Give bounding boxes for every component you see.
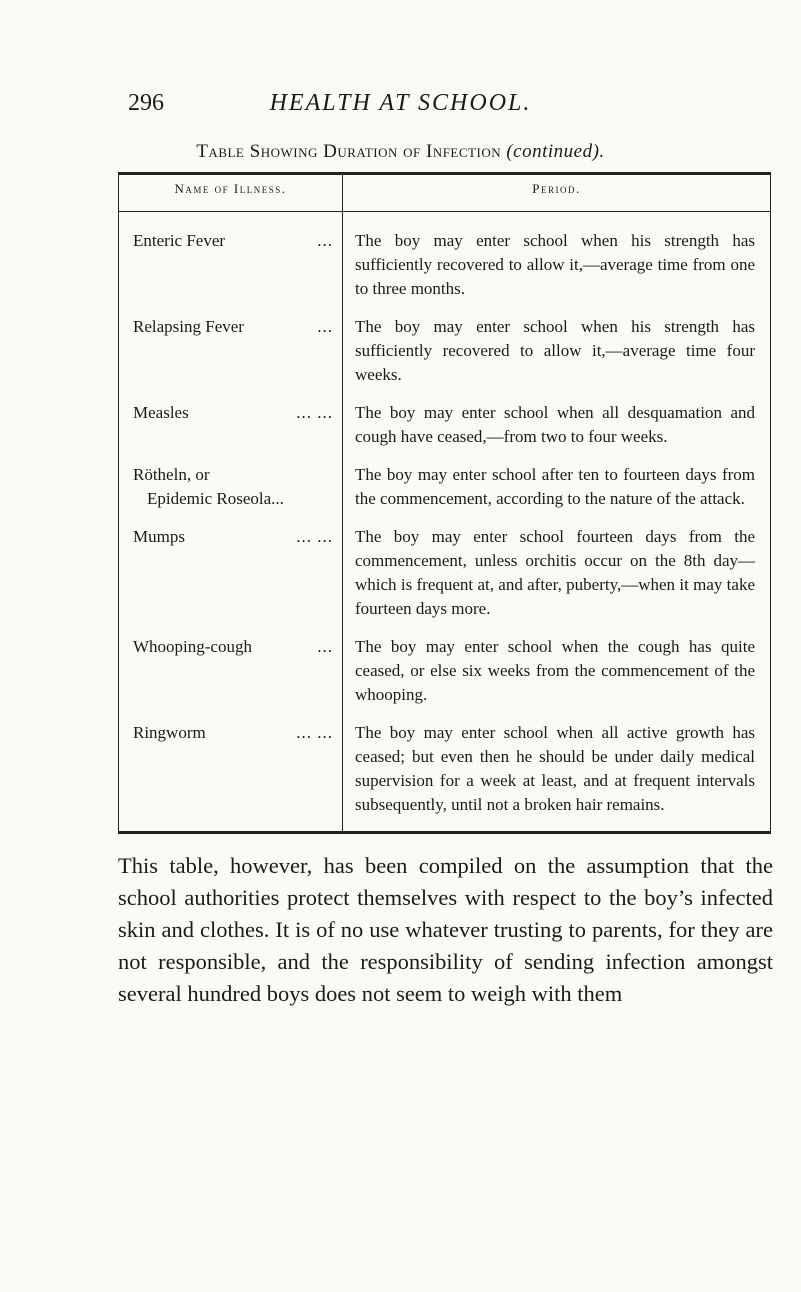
table-title <box>0 141 801 163</box>
illness-period: The boy may enter school when all desquamation and cough have ceased,—from two to four weeks. <box>355 403 755 446</box>
table-title-continued: (continued). <box>506 141 605 162</box>
header-rule <box>119 211 770 212</box>
column-header-period: Period. <box>532 181 581 196</box>
running-head: HEALTH AT SCHOOL. <box>269 90 532 116</box>
column-divider <box>342 175 343 831</box>
page-header <box>0 90 801 120</box>
illness-period: The boy may enter school after ten to fourteen days from the commencement, according to the nature of the attack. <box>355 465 755 508</box>
illness-period: The boy may enter school when his strength has sufficiently recovered to allow it,—average time four weeks. <box>355 317 755 384</box>
duration-table <box>118 172 771 834</box>
illness-name: Rötheln, or Epidemic Roseola... <box>133 465 284 508</box>
illness-period: The boy may enter school when the cough has quite ceased, or else six weeks from the commencement of the whooping. <box>355 637 755 704</box>
illness-name: Measles ... ... <box>133 403 333 422</box>
illness-period: The boy may enter school when his strength has sufficiently recovered to allow it,—average time from one to three months. <box>355 231 755 298</box>
body-paragraph: This table, however, has been compiled on the assumption that the school authorities protect themselves with respect to the boy’s infected skin and clothes. It is of no use whatever trusting to parents, for they are not responsible, and the responsibility of sending infection amongst several hundred boys does not seem to weigh with them <box>118 853 773 1006</box>
illness-name: Mumps ... ... <box>133 527 333 546</box>
illness-name: Enteric Fever ... <box>133 231 333 250</box>
illness-name: Ringworm ... ... <box>133 723 333 742</box>
illness-name: Relapsing Fever ... <box>133 317 333 336</box>
table-title-main: Table Showing Duration of Infection <box>196 141 502 162</box>
illness-name: Whooping-cough ... <box>133 637 333 656</box>
column-header-name: Name of Illness. <box>174 181 287 196</box>
illness-period: The boy may enter school when all active growth has ceased; but even then he should be under daily medical supervision for a week at least, and at frequent intervals subsequently, until not a broken hair remains. <box>355 723 755 814</box>
illness-period: The boy may enter school fourteen days from the commencement, unless orchitis occur on the 8th day—which is frequent at, and after, puberty,—when it may take fourteen days more. <box>355 527 755 618</box>
page-number: 296 <box>128 90 164 116</box>
